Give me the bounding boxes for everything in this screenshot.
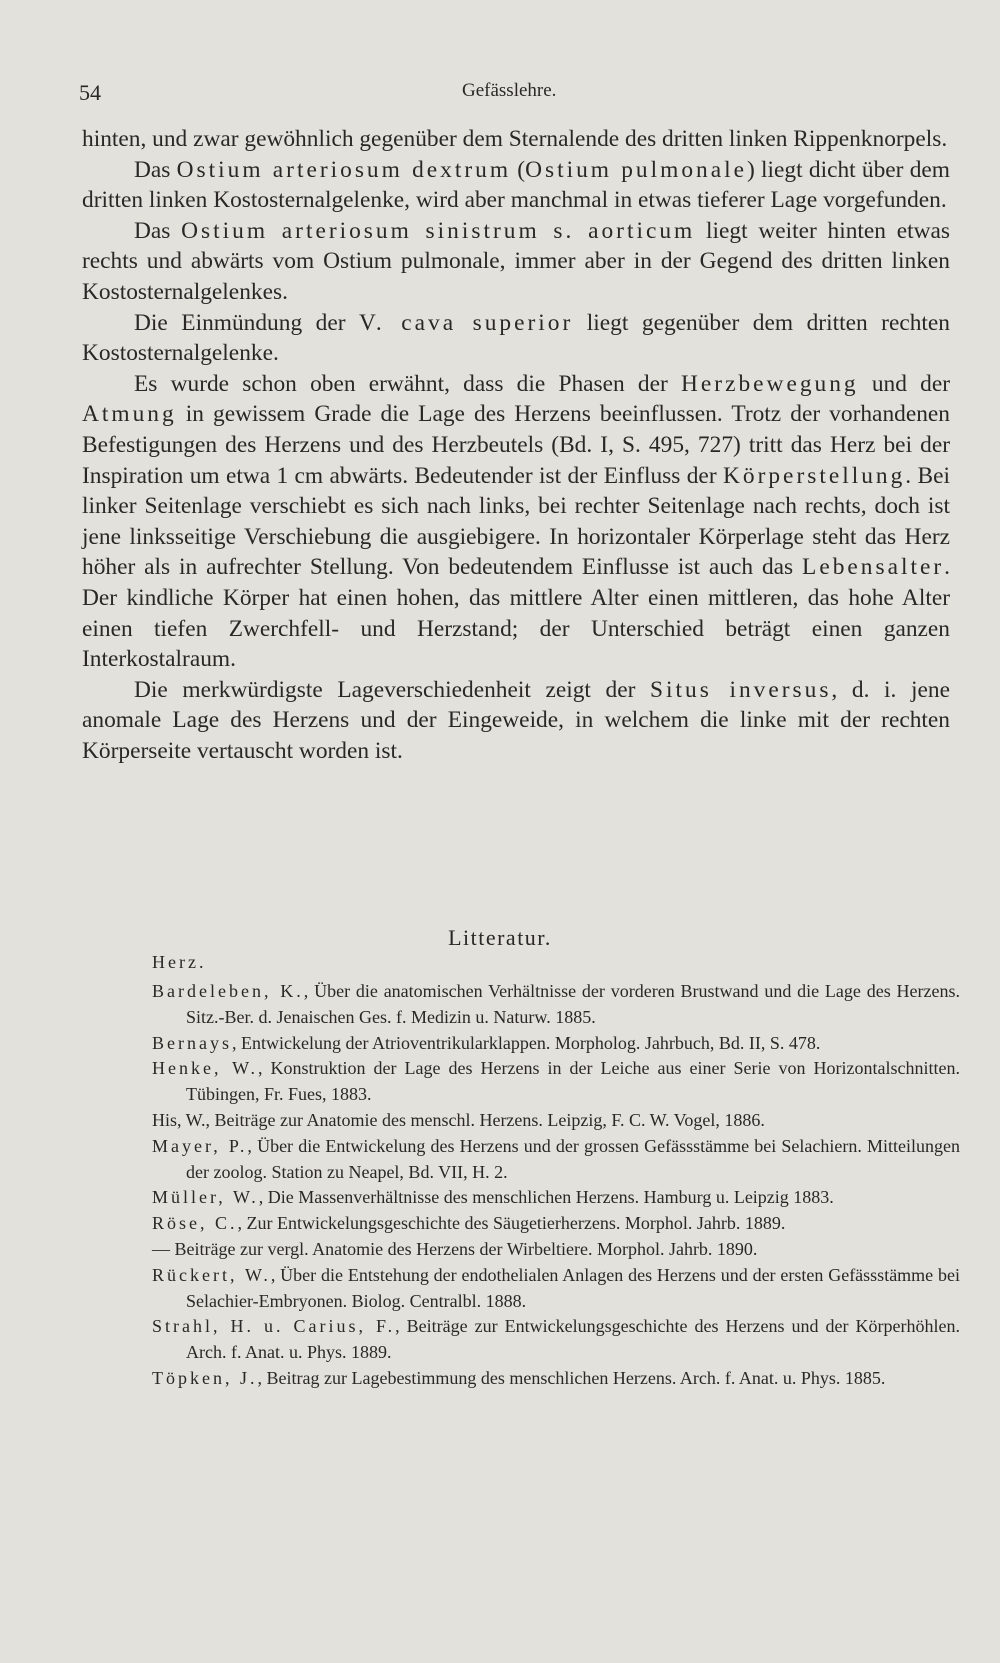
literature-subheading: Herz. xyxy=(152,952,207,972)
spaced-term: Herzbewegung xyxy=(681,370,859,397)
reference-author: Bernays xyxy=(152,1032,232,1053)
paragraph: Die Einmündung der V. cava superior liegt gegenüber dem dritten rechten Kostosternalgelenke. xyxy=(82,309,950,367)
reference-item: — Beiträge zur vergl. Anatomie des Herzens der Wirbeltiere. Morphol. Jahrb. 1890. xyxy=(152,1238,758,1259)
body-text xyxy=(82,124,950,766)
reference-item: Bernays, Entwickelung der Atrioventrikularklappen. Morpholog. Jahrbuch, Bd. II, S. 478. xyxy=(152,1032,821,1053)
spaced-term: Ostium arteriosum sinistrum s. aorticum xyxy=(181,217,696,244)
reference-item: Töpken, J., Beitrag zur Lagebestimmung des menschlichen Herzens. Arch. f. Anat. u. Phys. 1885. xyxy=(152,1367,886,1388)
reference-author: Mayer, P. xyxy=(152,1135,248,1156)
paragraph: hinten, und zwar gewöhnlich gegenüber dem Sternalende des dritten linken Rippenknorpels. xyxy=(82,126,948,152)
page-number: 54 xyxy=(79,80,101,105)
reference-author: His, W. xyxy=(152,1109,206,1130)
reference-item: Mayer, P., Über die Entwickelung des Herzens und der grossen Gefässstämme bei Selachiern. Mitteilungen der zoolog. Station zu Neapel, Bd. VII, H. 2. xyxy=(152,1135,960,1182)
reference-author: Bardeleben, K. xyxy=(152,981,304,1001)
spaced-term: Ostium arteriosum dextrum xyxy=(176,156,512,183)
reference-author: Rückert, W. xyxy=(152,1264,271,1285)
literature-title: Litteratur. xyxy=(448,925,552,950)
reference-author: Henke, W. xyxy=(152,1058,259,1079)
paragraph: Es wurde schon oben erwähnt, dass die Phasen der Herzbewegung und der Atmung in gewissem Grade die Lage des Herzens beeinflussen. Trotz der vorhandenen Befestigungen des Herzens und des Herzbeutels (Bd. I, S. 495, 727) tritt das Herz bei der Inspiration um etwa 1 cm abwärts. Bedeutender ist der Einfluss der Körperstellung. Bei linker Seitenlage verschiebt es sich nach links, bei rechter Seitenlage nach rechts, doch ist jene linksseitige Verschiebung die ausgiebigere. In horizontaler Körperlage steht das Herz höher als in aufrechter Stellung. Von bedeutendem Einflusse ist auch das Lebensalter. Der kindliche Körper hat einen hohen, das mittlere Alter einen mittleren, das hohe Alter einen tiefen Zwerchfell- und Herzstand; der Unterschied beträgt einen ganzen Interkostalraum. xyxy=(82,370,950,673)
reference-item: Bardeleben, K., Über die anatomischen Verhältnisse der vorderen Brustwand und die Lage des Herzens. Sitz.-Ber. d. Jenaischen Ges. f. Medizin u. Naturw. 1885. xyxy=(152,981,960,1027)
spaced-term: Körperstellung xyxy=(722,462,906,489)
reference-author: Röse, C. xyxy=(152,1213,238,1234)
spaced-term: Atmung xyxy=(82,401,177,428)
reference-item: Henke, W., Konstruktion der Lage des Herzens in der Leiche aus einer Serie von Horizontalschnitten. Tübingen, Fr. Fues, 1883. xyxy=(152,1058,960,1105)
reference-author: Strahl, H. u. Carius, F. xyxy=(152,1316,396,1337)
running-head: Gefässlehre. xyxy=(462,80,557,101)
paragraph: Die merkwürdigste Lageverschiedenheit zeigt der Situs inversus, d. i. jene anomale Lage des Herzens und der Eingeweide, in welchem die linke mit der rechten Körperseite vertauscht worden ist. xyxy=(82,676,950,764)
reference-item: His, W., Beiträge zur Anatomie des menschl. Herzens. Leipzig, F. C. W. Vogel, 1886. xyxy=(152,1109,765,1130)
reference-item: Müller, W., Die Massenverhältnisse des menschlichen Herzens. Hamburg u. Leipzig 1883. xyxy=(152,1187,834,1208)
reference-item: Rückert, W., Über die Entstehung der endothelialen Anlagen des Herzens und der ersten Gefässstämme bei Selachier-Embryonen. Biolog. Centralbl. 1888. xyxy=(152,1264,960,1311)
spaced-term: V. cava superior xyxy=(359,309,574,336)
paragraph: Das Ostium arteriosum sinistrum s. aorticum liegt weiter hinten etwas rechts und abwärts vom Ostium pulmonale, immer aber in der Gegend des dritten linken Kostosternalgelenkes. xyxy=(82,217,950,305)
reference-author: Töpken, J. xyxy=(152,1367,258,1388)
page-header xyxy=(0,80,1000,106)
reference-item: Strahl, H. u. Carius, F., Beiträge zur Entwickelungsgeschichte des Herzens und der Körperhöhlen. Arch. f. Anat. u. Phys. 1889. xyxy=(152,1316,961,1363)
spaced-term: Situs inversus xyxy=(650,676,832,703)
spaced-term: Ostium pulmonale xyxy=(525,156,747,183)
reference-author: — xyxy=(152,1238,170,1259)
reference-list xyxy=(152,979,960,1392)
paragraph: Das Ostium arteriosum dextrum (Ostium pulmonale) liegt dicht über dem dritten linken Kostosternalgelenke, wird aber manchmal in etwas tieferer Lage vorgefunden. xyxy=(82,156,951,214)
reference-author: Müller, W. xyxy=(152,1187,259,1208)
spaced-term: Lebensalter xyxy=(802,554,945,581)
reference-item: Röse, C., Zur Entwickelungsgeschichte des Säugetierherzens. Morphol. Jahrb. 1889. xyxy=(152,1213,786,1234)
